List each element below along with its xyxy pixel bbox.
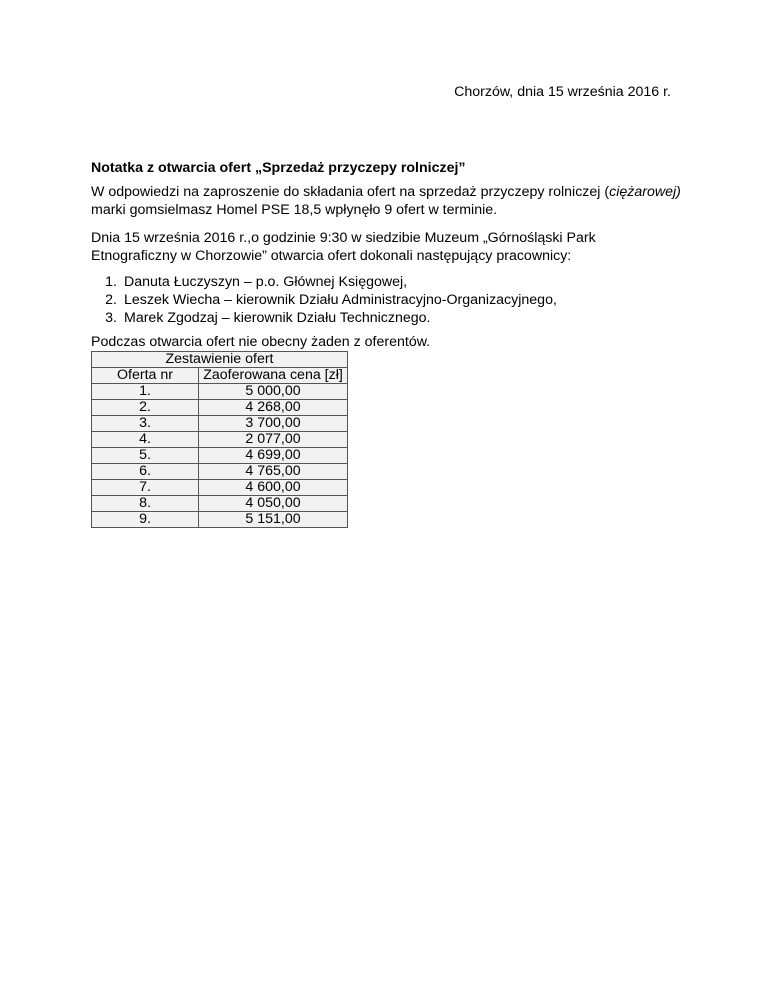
offer-number: 3. bbox=[92, 416, 199, 432]
paragraph-intro-text-before: W odpowiedzi na zaproszenie do składania ofert na sprzedaż przyczepy rolniczej ( bbox=[91, 184, 610, 200]
offers-table bbox=[91, 351, 348, 528]
offer-number: 9. bbox=[92, 512, 199, 528]
offer-price: 4 050,00 bbox=[199, 496, 348, 512]
offer-price: 5 000,00 bbox=[199, 384, 348, 400]
offer-price: 4 600,00 bbox=[199, 480, 348, 496]
list-item-number: 3. bbox=[105, 310, 117, 326]
table-row bbox=[92, 512, 348, 528]
offer-number: 7. bbox=[92, 480, 199, 496]
offer-price: 4 268,00 bbox=[199, 400, 348, 416]
document-title: Notatka z otwarcia ofert „Sprzedaż przyczepy rolniczej” bbox=[91, 160, 466, 176]
offer-price: 2 077,00 bbox=[199, 432, 348, 448]
table-caption: Zestawienie ofert bbox=[92, 352, 348, 368]
offer-number: 2. bbox=[92, 400, 199, 416]
list-item bbox=[91, 273, 557, 291]
header-offer-price: Zaoferowana cena [zł] bbox=[199, 368, 348, 384]
table-caption-row bbox=[92, 352, 348, 368]
place-date: Chorzów, dnia 15 września 2016 r. bbox=[454, 84, 671, 100]
offer-number: 5. bbox=[92, 448, 199, 464]
offer-price: 3 700,00 bbox=[199, 416, 348, 432]
table-row bbox=[92, 448, 348, 464]
offer-number: 4. bbox=[92, 432, 199, 448]
table-row bbox=[92, 464, 348, 480]
table-row bbox=[92, 480, 348, 496]
table-row bbox=[92, 384, 348, 400]
paragraph-intro-text-after: marki gomsielmasz Homel PSE 18,5 wpłynęło 9 ofert w terminie. bbox=[91, 202, 498, 218]
list-item bbox=[91, 309, 557, 327]
offer-price: 4 699,00 bbox=[199, 448, 348, 464]
offer-number: 1. bbox=[92, 384, 199, 400]
list-item-number: 2. bbox=[105, 292, 117, 308]
attendees-list bbox=[91, 273, 557, 327]
offer-price: 4 765,00 bbox=[199, 464, 348, 480]
offer-price: 5 151,00 bbox=[199, 512, 348, 528]
paragraph-intro bbox=[91, 183, 681, 219]
paragraph-opening: Dnia 15 września 2016 r.,o godzinie 9:30 w siedzibie Muzeum „Górnośląski Park Etnograficzny w Chorzowie” otwarcia ofert dokonali następujący pracownicy: bbox=[91, 230, 596, 264]
paragraph-intro-italic: ciężarowej) bbox=[609, 184, 681, 200]
list-item-text: Leszek Wiecha – kierownik Działu Administracyjno-Organizacyjnego, bbox=[124, 292, 557, 308]
header-offer-number: Oferta nr bbox=[92, 368, 199, 384]
paragraph-bidders: Podczas otwarcia ofert nie obecny żaden z oferentów. bbox=[91, 334, 431, 350]
table-row bbox=[92, 416, 348, 432]
offer-number: 8. bbox=[92, 496, 199, 512]
list-item-text: Marek Zgodzaj – kierownik Działu Technicznego. bbox=[124, 310, 431, 326]
list-item bbox=[91, 291, 557, 309]
offer-number: 6. bbox=[92, 464, 199, 480]
table-row bbox=[92, 496, 348, 512]
table-row bbox=[92, 432, 348, 448]
list-item-text: Danuta Łuczyszyn – p.o. Głównej Księgowej, bbox=[124, 274, 408, 290]
table-row bbox=[92, 400, 348, 416]
table-header-row bbox=[92, 368, 348, 384]
list-item-number: 1. bbox=[105, 274, 117, 290]
